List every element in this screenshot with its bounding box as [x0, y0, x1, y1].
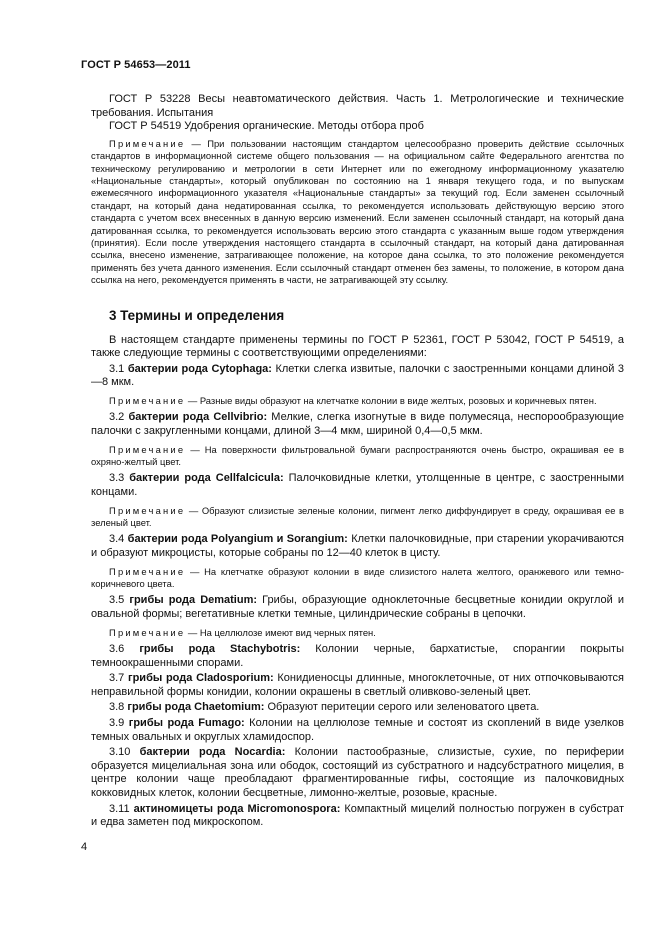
document-content	[91, 93, 624, 830]
term-note: Примечание — На целлюлозе имеют вид черных пятен.	[109, 626, 376, 638]
term-3-8: 3.8 грибы рода Chaetomium: Образуют перитеции серого или зеленоватого цвета.	[109, 701, 540, 714]
term-3-9: 3.9 грибы рода Fumago: Колонии на целлюлозе темные и состоят из скоплений в виде узелков темных овальных и округлых хламидоспор.	[91, 717, 624, 743]
term-3-11: 3.11 актиномицеты рода Micromonospora: Компактный мицелий полностью погружен в субстрат и едва заметен под микроскопом.	[91, 802, 625, 829]
section-intro: В настоящем стандарте применены термины по ГОСТ Р 52361, ГОСТ Р 53042, ГОСТ Р 54519, а также следующие термины с соответствующими определениями:	[91, 333, 624, 360]
reference-item: ГОСТ Р 54519 Удобрения органические. Методы отбора проб	[109, 120, 424, 133]
term-3-4: 3.4 бактерии рода Polyangium и Sorangium: Клетки палочковидные, при старении укорачиваются и образуют микроцисты, которые собраны по 12—40 клеток в цисту.	[91, 533, 624, 560]
section-title: 3 Термины и определения	[109, 307, 285, 323]
term-3-7: 3.7 грибы рода Cladosporium: Конидиеносцы длинные, многоклеточные, от них отпочковываются неправильной формы конидии, колонии окрашены в светлый оливково-зеленый цвет.	[91, 672, 624, 698]
term-note: Примечание — На клетчатке образуют колонии в виде слизистого налета желтого, оранжевого или темно-коричневого цвета.	[91, 565, 624, 590]
term-3-10: 3.10 бактерии рода Nocardia: Колонии пастообразные, слизистые, сухие, по периферии образуется мицелиальная зона или ободок, состоящий из субстратного и надсубстратного мицелия, в центре колонии чаще преобладают фрагментированные гифы, состоящие из палочковидных кокковидных клеток, колонии бесцветные, лимонно-желтые, розовые, красные.	[91, 746, 625, 799]
reference-item: ГОСТ Р 53228 Весы неавтоматического действия. Часть 1. Метрологические и технические требования. Испытания	[91, 93, 624, 119]
term-3-2: 3.2 бактерии рода Cellvibrio: Мелкие, слегка изогнутые в виде полумесяца, неспорообразующие палочки с закругленными концами, длиной 3—4 мкм, шириной 0,4—0,5 мкм.	[91, 411, 625, 438]
term-3-5: 3.5 грибы рода Dematium: Грибы, образующие одноклеточные бесцветные конидии округлой и овальной формы; вегетативные клетки темные, цилиндрические собраны в цепочки.	[91, 594, 624, 621]
term-3-1: 3.1 бактерии рода Cytophaga: Клетки слегка извитые, палочки с заостренными концами длиной 3—8 мкм.	[91, 362, 624, 389]
reference-note	[91, 138, 624, 287]
term-note: Примечание — Разные виды образуют на клетчатке колонии в виде желтых, розовых и коричневых пятен.	[109, 395, 597, 407]
term-note: Примечание — Образуют слизистые зеленые колонии, пигмент легко диффундирует в среду, окрашивая ее в зеленый цвет.	[91, 504, 624, 529]
note-label: Примечание	[109, 137, 186, 149]
term-3-3: 3.3 бактерии рода Cellfalcicula: Палочковидные клетки, утолщенные в центре, с заостренными концами.	[91, 472, 624, 499]
page-number: 4	[81, 841, 88, 853]
note-text: — При пользовании настоящим стандартом целесообразно проверить действие ссылочных стандартов в информационной системе общего пользования — на официальном сайте Федерального агентства по техническому регулированию и метрологии в сети Интернет или по ежегодному информационному указателю «Национальные стандарты», который опубликован по состоянию на 1 января текущего года, и по выпускам ежемесячного информационного указателя «Национальные стандарты» за текущий год. Если заменен ссылочный стандарт, на который дана недатированная ссылка, то рекомендуется использовать действующую версию этого стандарта с учетом всех внесенных в данную версию изменений. Если заменен ссылочный стандарт, на который дана датированная ссылка, то рекомендуется использовать версию этого стандарта с указанным выше годом утверждения (принятия). Если после утверждения настоящего стандарта в ссылочный стандарт, на который дана датированная ссылка, внесено изменение, затрагивающее положение, на которое дана ссылка, то это положение рекомендуется применять без учета данного изменения. Если ссылочный стандарт отменен без замены, то положение, в котором дана ссылка на него, рекомендуется применять в части, не затрагивающей эту ссылку.	[91, 137, 624, 286]
term-note: Примечание — На поверхности фильтровальной бумаги распространяются очень быстро, окрашивая ее в охряно-желтый цвет.	[91, 443, 624, 468]
term-3-6: 3.6 грибы рода Stachybotris: Колонии черные, бархатистые, спорангии покрыты темноокрашенными спорами.	[91, 643, 624, 669]
document-header: ГОСТ Р 54653—2011	[81, 59, 191, 71]
